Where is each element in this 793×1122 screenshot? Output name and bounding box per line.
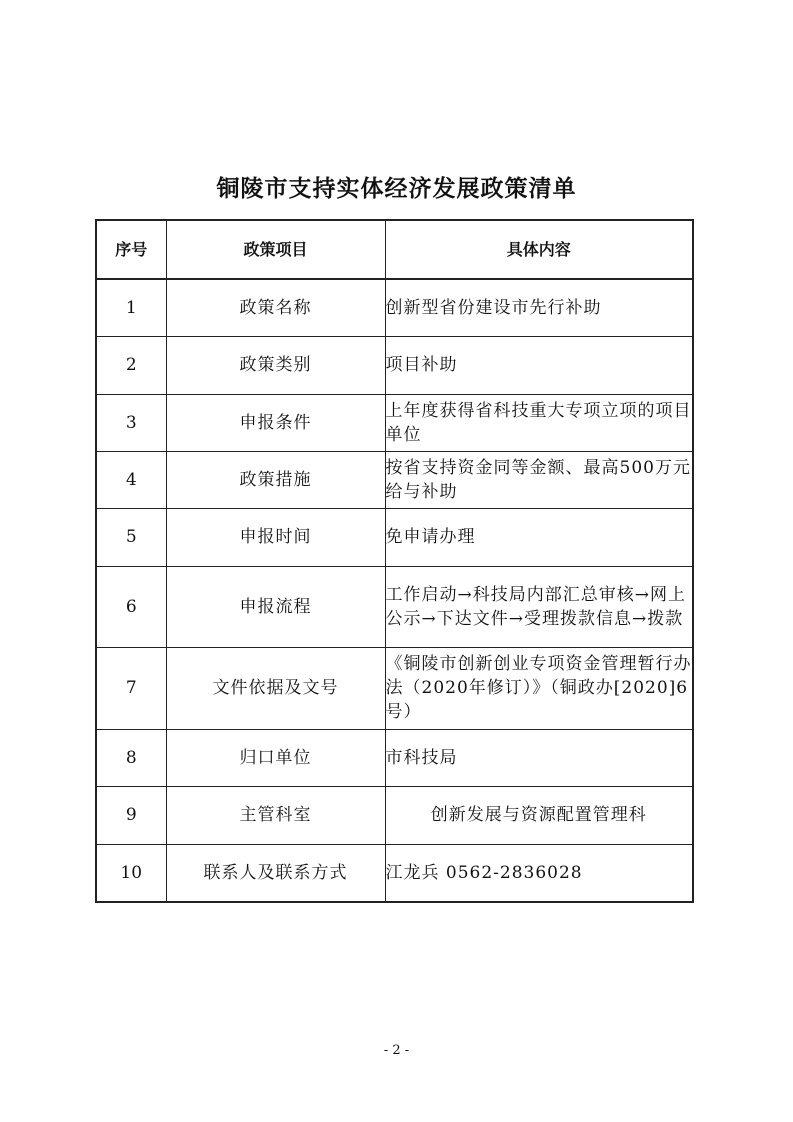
header-content: 具体内容: [385, 220, 693, 279]
row-content: 上年度获得省科技重大专项立项的项目单位: [385, 394, 693, 451]
row-content: 工作启动→科技局内部汇总审核→网上公示→下达文件→受理拨款信息→拨款: [385, 566, 693, 647]
table-row: [96, 508, 693, 566]
row-item: 归口单位: [166, 729, 385, 786]
page-number: - 2 -: [383, 1043, 410, 1058]
table-row: [96, 786, 693, 844]
row-num: 1: [96, 279, 166, 336]
row-num: 8: [96, 729, 166, 786]
row-item: 主管科室: [166, 786, 385, 844]
row-item: 申报时间: [166, 508, 385, 566]
table-row: [96, 729, 693, 786]
row-num: 4: [96, 451, 166, 508]
table-row: [96, 566, 693, 647]
row-item: 政策名称: [166, 279, 385, 336]
header-num: 序号: [96, 220, 166, 279]
row-content: 按省支持资金同等金额、最高500万元给与补助: [385, 451, 693, 508]
table-row: [96, 647, 693, 729]
row-content: 创新型省份建设市先行补助: [385, 279, 693, 336]
row-num: 6: [96, 566, 166, 647]
row-content: 江龙兵 0562-2836028: [385, 844, 693, 902]
row-content: 市科技局: [385, 729, 693, 786]
row-num: 2: [96, 336, 166, 394]
row-item: 申报条件: [166, 394, 385, 451]
row-content: 项目补助: [385, 336, 693, 394]
row-num: 10: [96, 844, 166, 902]
policy-table: [95, 219, 694, 903]
table-row: [96, 394, 693, 451]
table-header-row: [96, 220, 693, 279]
document-title: 铜陵市支持实体经济发展政策清单: [216, 176, 577, 202]
row-item: 文件依据及文号: [166, 647, 385, 729]
table-row: [96, 844, 693, 902]
row-num: 3: [96, 394, 166, 451]
row-num: 9: [96, 786, 166, 844]
row-item: 政策类别: [166, 336, 385, 394]
row-content: 免申请办理: [385, 508, 693, 566]
row-item: 联系人及联系方式: [166, 844, 385, 902]
table-row: [96, 451, 693, 508]
row-num: 5: [96, 508, 166, 566]
row-item: 政策措施: [166, 451, 385, 508]
table-row: [96, 336, 693, 394]
row-content: 《铜陵市创新创业专项资金管理暂行办法（2020年修订）》（铜政办[2020]6号）: [385, 647, 693, 729]
row-num: 7: [96, 647, 166, 729]
row-item: 申报流程: [166, 566, 385, 647]
header-item: 政策项目: [166, 220, 385, 279]
row-content: 创新发展与资源配置管理科: [385, 786, 693, 844]
table-row: [96, 279, 693, 336]
